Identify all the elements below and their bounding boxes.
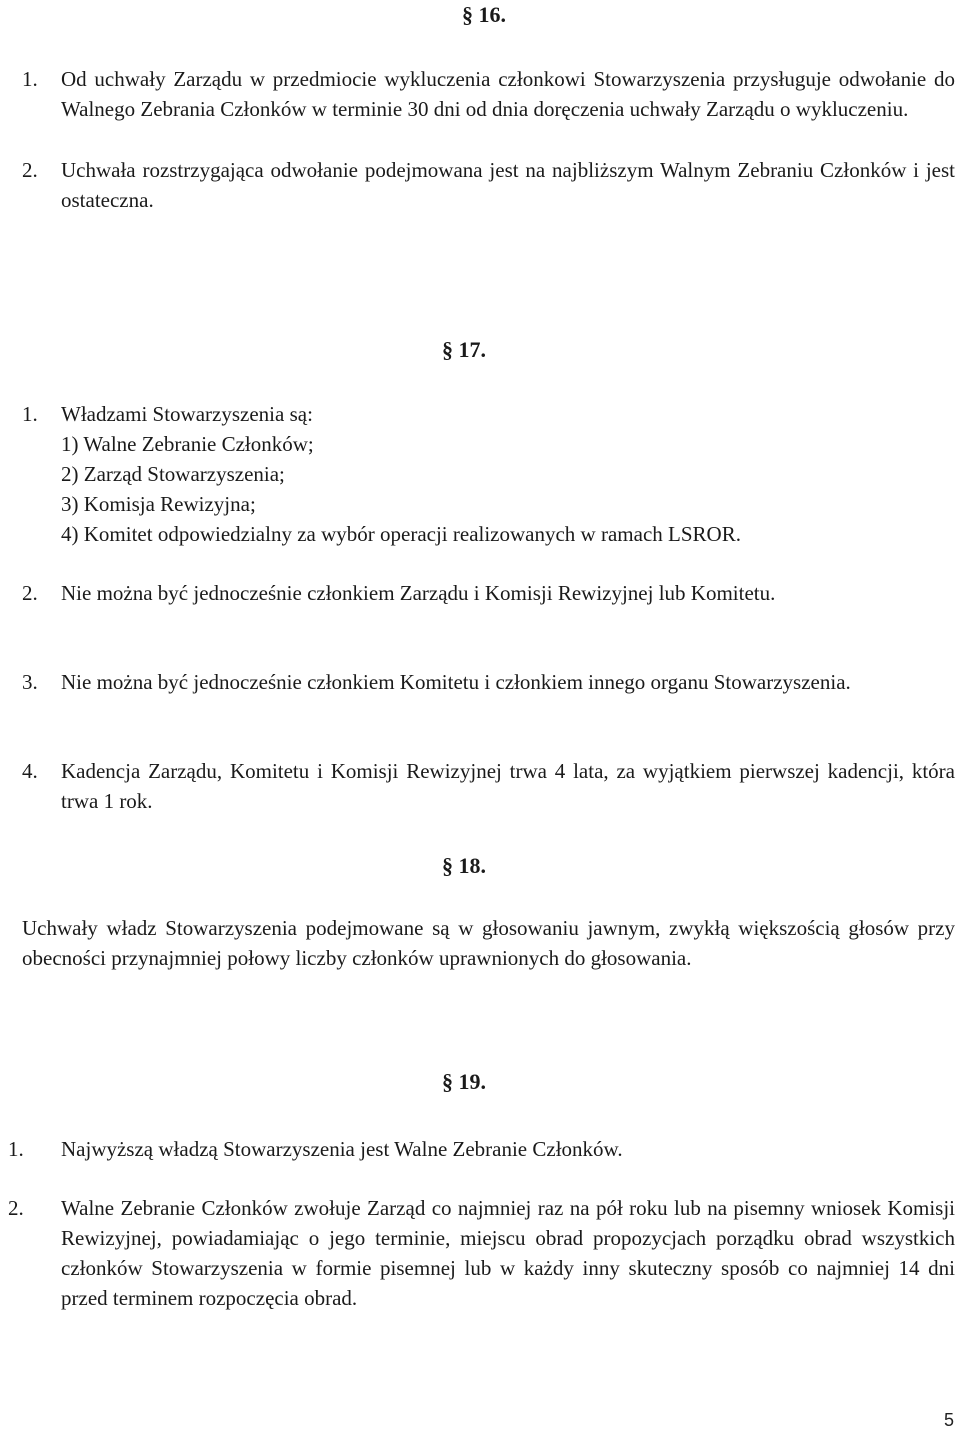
- s17-item-1-text: Władzami Stowarzyszenia są:: [61, 402, 313, 426]
- s17-item-4-number: 4.: [22, 759, 38, 783]
- s18-text: Uchwały władz Stowarzyszenia podejmowane są w głosowaniu jawnym, zwykłą większością głosów przy obecności przynajmniej połowy liczby członków uprawnionych do głosowania.: [22, 916, 955, 970]
- s19-item-2-number: 2.: [8, 1196, 24, 1220]
- s17-subitem-1: 1) Walne Zebranie Członków;: [61, 432, 314, 456]
- section-17-heading: § 17.: [442, 337, 486, 362]
- s19-item-2-text: Walne Zebranie Członków zwołuje Zarząd co najmniej raz na pół roku lub na pisemny wniosek Komisji Rewizyjnej, powiadamiając o jego terminie, miejscu obrad propozycjach porządku obrad wszystkich członków Stowarzyszenia w formie pisemnej lub w każdy inny skuteczny sposób co najmniej 14 dni przed terminem rozpoczęcia obrad.: [61, 1196, 955, 1310]
- s17-item-2-text: Nie można być jednocześnie członkiem Zarządu i Komisji Rewizyjnej lub Komitetu.: [61, 581, 776, 605]
- s16-item-1-number: 1.: [22, 67, 38, 91]
- s17-item-4-text: Kadencja Zarządu, Komitetu i Komisji Rewizyjnej trwa 4 lata, za wyjątkiem pierwszej kadencji, która trwa 1 rok.: [61, 759, 955, 813]
- page-number: 5: [943, 1410, 954, 1430]
- s16-item-2-number: 2.: [22, 158, 38, 182]
- section-18-heading: § 18.: [442, 853, 486, 878]
- s17-item-2-number: 2.: [22, 581, 38, 605]
- s17-item-3-text: Nie można być jednocześnie członkiem Komitetu i członkiem innego organu Stowarzyszenia.: [61, 670, 851, 694]
- s17-item-1-number: 1.: [22, 402, 38, 426]
- s17-item-3-number: 3.: [22, 670, 38, 694]
- section-16-heading: § 16.: [462, 2, 506, 27]
- s17-subitem-2: 2) Zarząd Stowarzyszenia;: [61, 462, 285, 486]
- section-19-heading: § 19.: [442, 1069, 486, 1094]
- s19-item-1-number: 1.: [8, 1137, 24, 1161]
- s17-subitem-4: 4) Komitet odpowiedzialny za wybór operacji realizowanych w ramach LSROR.: [61, 522, 741, 546]
- s16-item-1-text: Od uchwały Zarządu w przedmiocie wykluczenia członkowi Stowarzyszenia przysługuje odwołanie do Walnego Zebrania Członków w terminie 30 dni od dnia doręczenia uchwały Zarządu o wykluczeniu.: [61, 67, 955, 121]
- s16-item-2-text: Uchwała rozstrzygająca odwołanie podejmowana jest na najbliższym Walnym Zebraniu Członków i jest ostateczna.: [61, 158, 955, 212]
- s17-subitem-3: 3) Komisja Rewizyjna;: [61, 492, 256, 516]
- s19-item-1-text: Najwyższą władzą Stowarzyszenia jest Walne Zebranie Członków.: [61, 1137, 623, 1161]
